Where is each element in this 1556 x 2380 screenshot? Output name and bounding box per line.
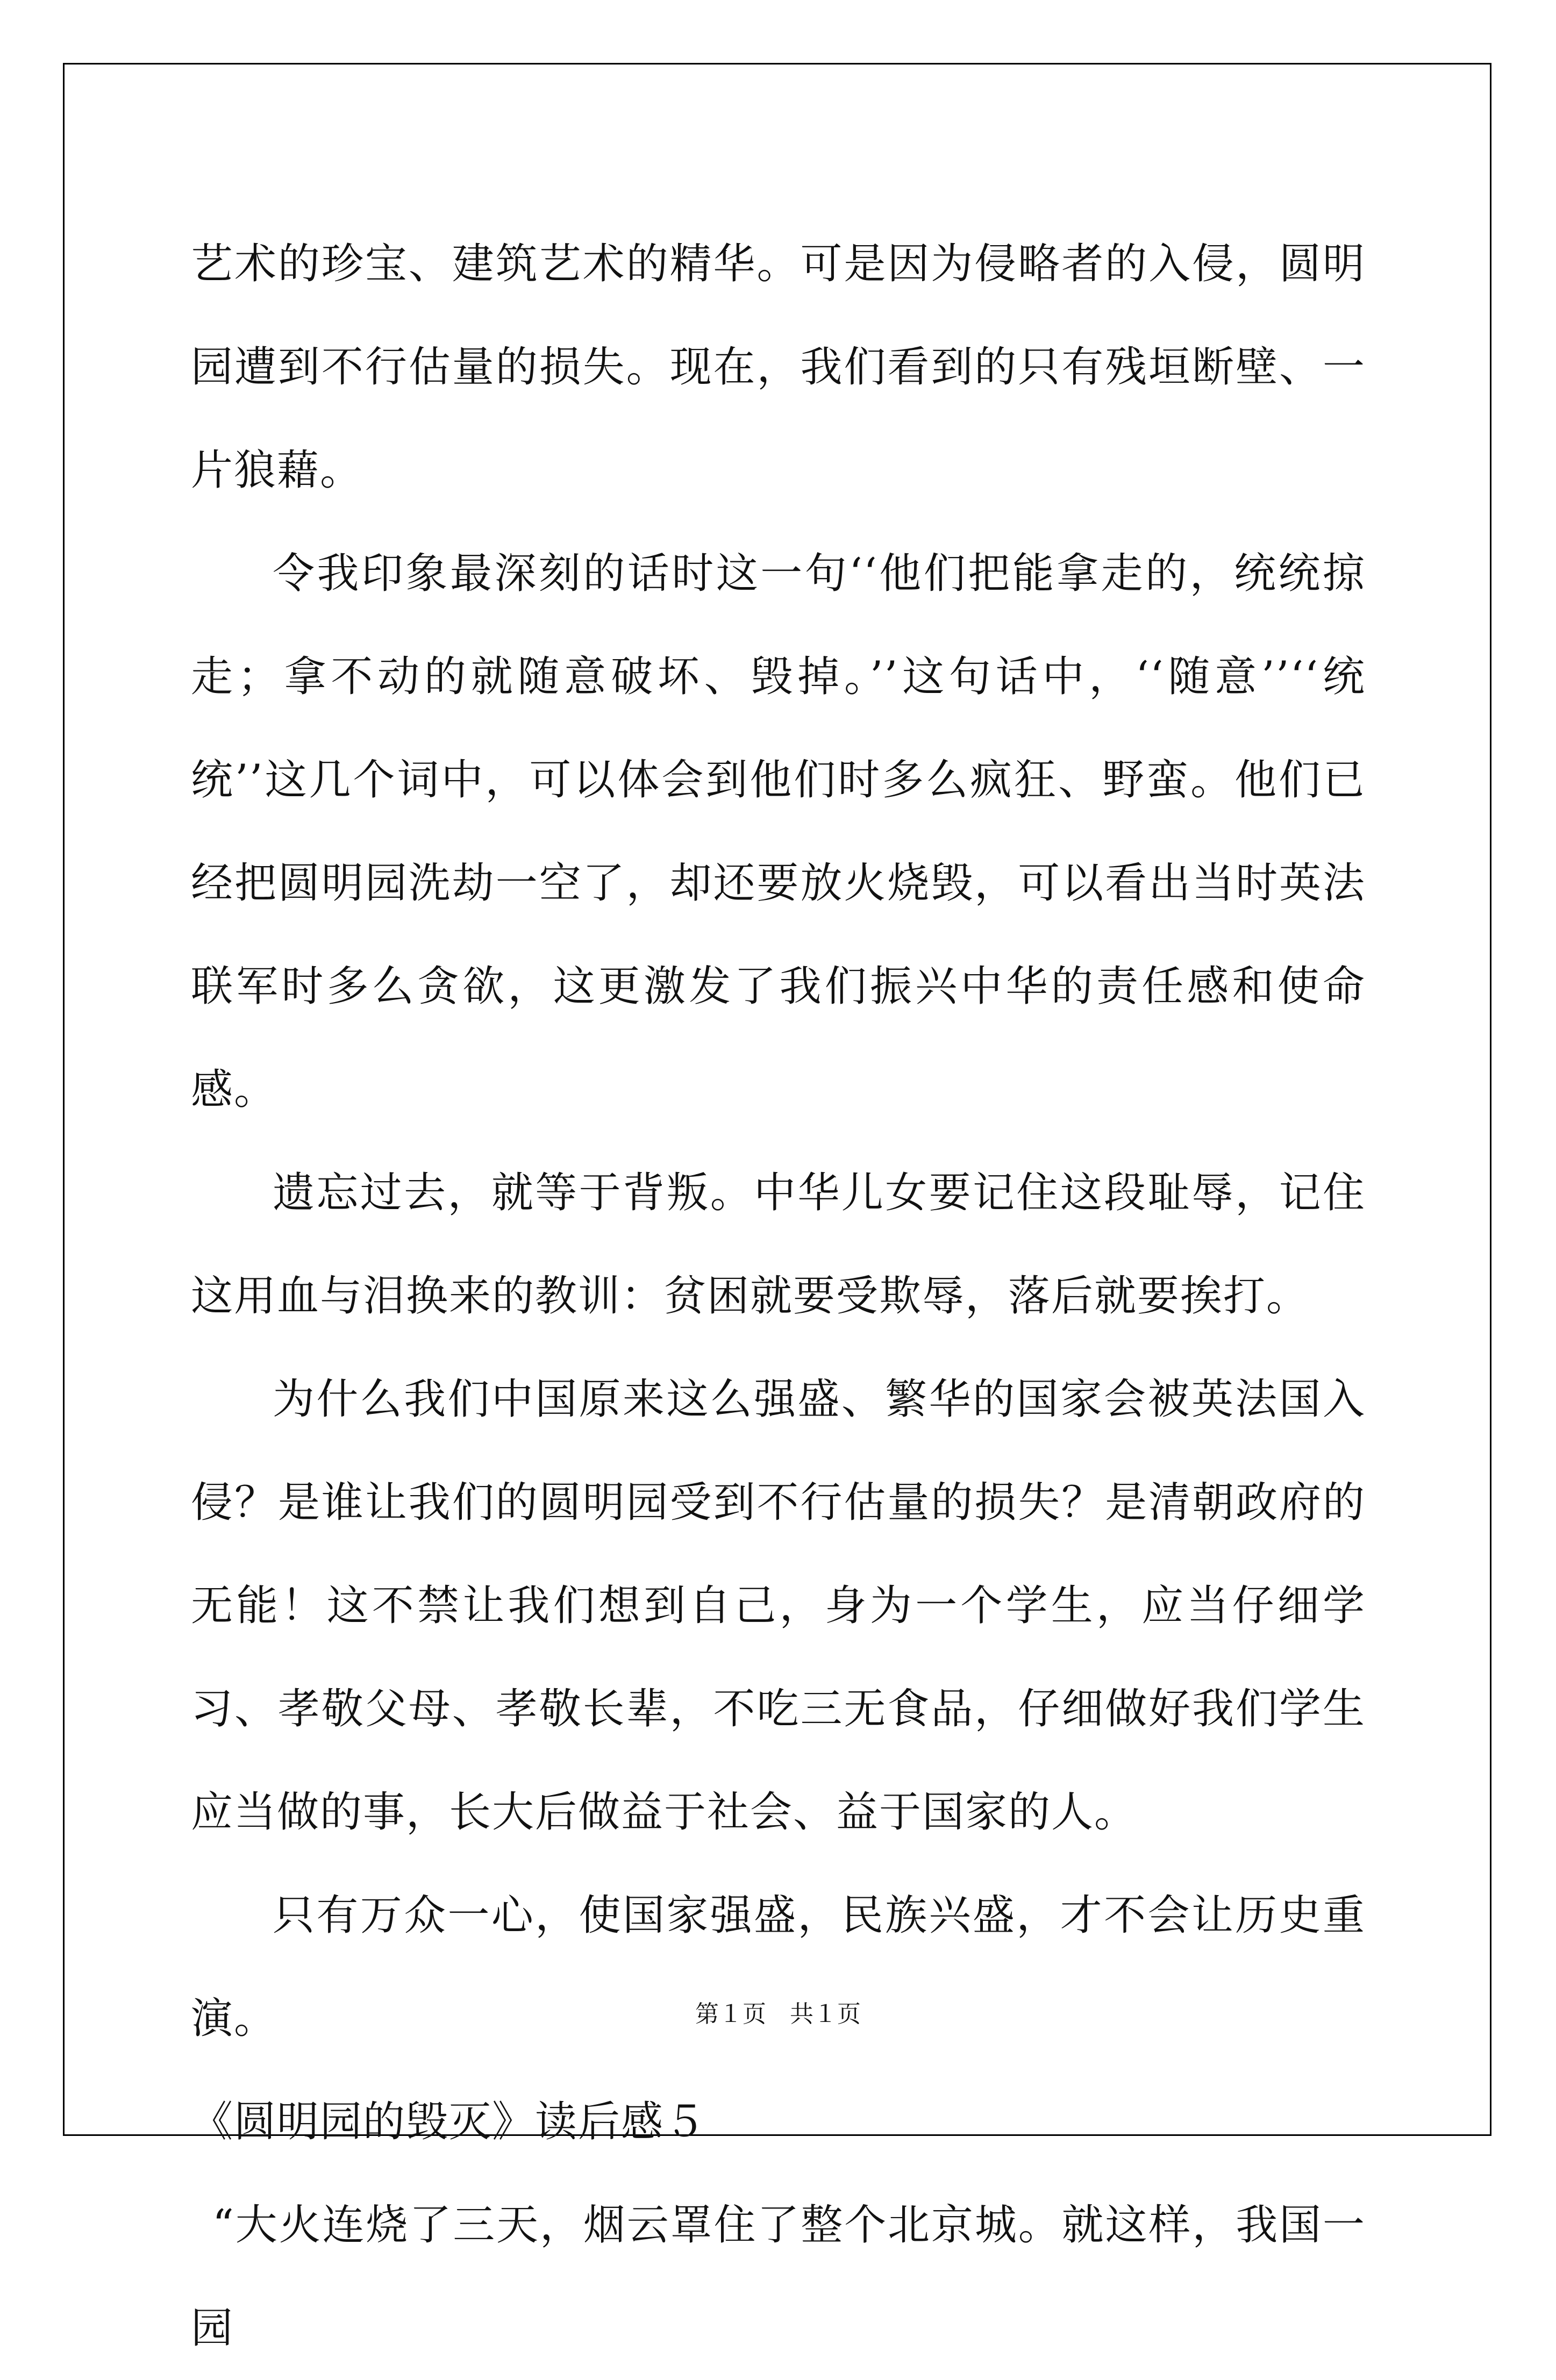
paragraph-4: 为什么我们中国原来这么强盛、繁华的国家会被英法国入侵？是谁让我们的圆明园受到不行估量的损失？是清朝政府的无能！这不禁让我们想到自己，身为一个学生，应当仔细学习、孝敬父母、孝敬长辈，不吃三无食品，仔细做好我们学生应当做的事，长大后做益于社会、益于国家的人。 bbox=[191, 1375, 1366, 1836]
page-footer: 第１页 共１页 bbox=[695, 2000, 861, 2028]
paragraph-3: 遗忘过去，就等于背叛。中华儿女要记住这段耻辱，记住这用血与泪换来的教训：贫困就要受欺辱，落后就要挨打。 bbox=[191, 1169, 1366, 1320]
paragraph-1: 艺术的珍宝、建筑艺术的精华。可是因为侵略者的入侵，圆明园遭到不行估量的损失。现在，我们看到的只有残垣断壁、一片狼藉。 bbox=[191, 240, 1366, 495]
paragraph-6: “大火连烧了三天，烟云罩住了整个北京城。就这样，我国一园 bbox=[191, 2201, 1366, 2353]
document-body bbox=[191, 212, 1366, 2380]
paragraph-5: 只有万众一心，使国家强盛，民族兴盛，才不会让历史重演。 bbox=[191, 1891, 1366, 2043]
section-title: 《圆明园的毁灭》读后感５ bbox=[191, 2098, 708, 2146]
paragraph-2: 令我印象最深刻的话时这一句‘‘他们把能拿走的，统统掠走；拿不动的就随意破坏、毁掉。’’这句话中，‘‘随意’’‘‘统统’’这几个词中，可以体会到他们时多么疯狂、野蛮。他们已经把圆明园洗劫一空了，却还要放火烧毁，可以看出当时英法联军时多么贪欲，这更激发了我们振兴中华的责任感和使命感。 bbox=[191, 549, 1366, 1114]
